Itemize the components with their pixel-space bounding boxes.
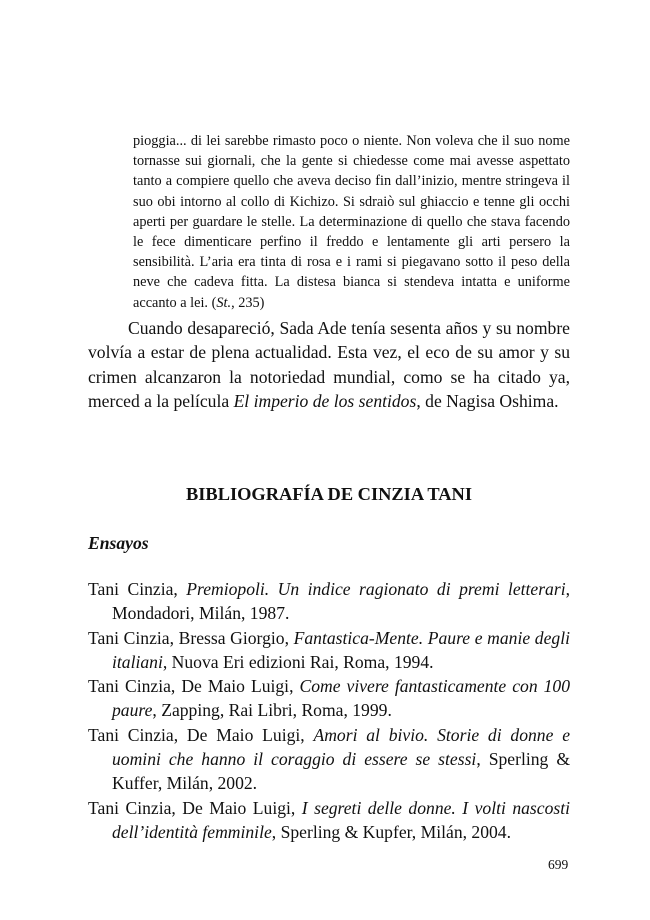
bibliography-entry: [88, 626, 570, 675]
entry-details: , Nuova Eri edizioni Rai, Roma, 1994.: [162, 651, 434, 672]
entry-title: Amori al bivio. Storie di donne e uomini che hanno il coraggio di essere se stessi: [112, 724, 571, 770]
entry-details: , Zapping, Rai Libri, Roma, 1999.: [152, 700, 392, 721]
entry-title: Fantastica-Mente. Paure e manie degli italiani: [112, 627, 570, 672]
entry-title: Premiopoli. Un indice ragionato di premi letterari: [186, 579, 566, 599]
entry-authors: Tani Cinzia,: [88, 579, 187, 599]
entry-details: , Sperling & Kuffer, Milán, 2002.: [112, 749, 571, 794]
body-paragraph: [88, 316, 570, 413]
entry-authors: Tani Cinzia, Bressa Giorgio,: [88, 627, 294, 648]
bibliography-entry: [88, 674, 570, 723]
quote-citation-open: (: [211, 294, 217, 311]
page-number: 699: [548, 857, 569, 872]
entry-details: , Sperling & Kupfer, Milán, 2004.: [271, 821, 512, 842]
entry-title: I segreti delle donne. I volti nascosti dell’identità femminile: [112, 797, 570, 842]
block-quote: [133, 131, 570, 313]
paragraph-text-before: Cuando desapareció, Sada Ade tenía sesenta años y su nombre volvía a estar de plena actualidad. Esta vez, el eco de su amor y su crimen alcanzaron la notoriedad mundial, como se ha citado ya, merced a la película: [88, 318, 570, 411]
subsection-title: Ensayos: [88, 533, 149, 553]
quote-text: pioggia... di lei sarebbe rimasto poco o niente. Non voleva che il suo nome tornasse sui giornali, che la gente si chiedesse come mai avesse aspettato tanto a compiere quello che aveva deciso fin dall’inizio, mentre stringeva il suo obi intorno al collo di Kichizo. Si sdraiò sul ghiaccio e tenne gli occhi aperti per guardare le stelle. La determinazione di quello che stava facendo le fece dimenticare perfino il freddo e lentamente gli arti persero la sensibilità. L’aria era tinta di rosa e i rami si piegavano sotto il peso della neve che cadeva fitta. La distesa bianca si stendeva intatta e uniforme accanto a lei.: [133, 133, 570, 311]
entry-details: , Mondadori, Milán, 1987.: [112, 579, 570, 624]
entry-authors: Tani Cinzia, De Maio Luigi,: [88, 724, 314, 745]
entry-authors: Tani Cinzia, De Maio Luigi,: [88, 797, 302, 818]
entry-authors: Tani Cinzia, De Maio Luigi,: [88, 676, 300, 697]
section-title: BIBLIOGRAFÍA DE CINZIA TANI: [186, 484, 472, 504]
bibliography-entry: [88, 723, 570, 796]
bibliography-entry: [88, 577, 570, 626]
entry-title: Come vivere fantasticamente con 100 paure: [112, 676, 570, 721]
film-title: El imperio de los sentidos: [233, 390, 417, 411]
quote-citation-rest: , 235): [231, 294, 265, 311]
bibliography-list: [88, 577, 570, 844]
bibliography-entry: [88, 796, 570, 845]
quote-citation-work: St.: [216, 294, 232, 311]
paragraph-text-after: , de Nagisa Oshima.: [416, 390, 559, 411]
